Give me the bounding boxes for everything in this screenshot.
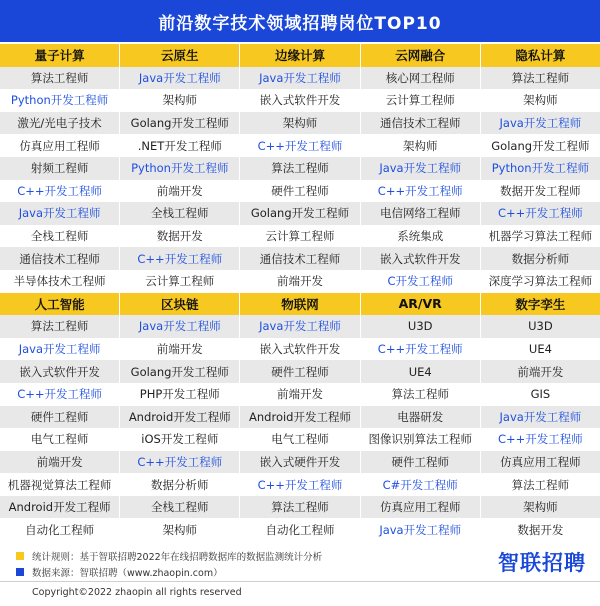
job-cell: Android开发工程师 <box>240 406 360 429</box>
job-cell: 算法工程师 <box>0 315 120 338</box>
job-cell: 机器视觉算法工程师 <box>0 473 120 496</box>
job-cell: 云计算工程师 <box>240 225 360 248</box>
job-cell: C++开发工程师 <box>120 451 240 474</box>
job-cell: U3D <box>528 319 553 334</box>
job-cell: C++开发工程师 <box>120 247 240 270</box>
job-cell: Python开发工程师 <box>0 89 120 112</box>
table-row <box>0 225 600 248</box>
job-cell: 系统集成 <box>361 225 481 248</box>
job-cell: Golang开发工程师 <box>120 360 240 383</box>
job-cell: 硬件工程师 <box>361 451 481 474</box>
job-cell: 电器研发 <box>361 406 481 429</box>
job-cell: 算法工程师 <box>0 67 120 90</box>
job-cell: Java开发工程师 <box>361 518 481 541</box>
job-cell: Java开发工程师 <box>361 157 481 180</box>
job-cell: 算法工程师 <box>240 496 360 519</box>
job-cell: 电信网络工程师 <box>361 202 481 225</box>
job-cell: 半导体技术工程师 <box>0 270 120 293</box>
job-cell: 嵌入式软件开发 <box>361 247 481 270</box>
job-cell: 数据分析师 <box>120 473 240 496</box>
job-cell: 电气工程师 <box>0 428 120 451</box>
job-cell: Java开发工程师 <box>0 202 120 225</box>
job-cell: 激光/光电子技术 <box>0 112 120 135</box>
table-row <box>0 338 600 361</box>
job-cell: 数据开发 <box>517 522 564 537</box>
job-cell: 机器学习算法工程师 <box>488 229 593 244</box>
job-cell: 算法工程师 <box>511 477 570 492</box>
category-header: 量子计算 <box>0 44 120 67</box>
job-cell: C#开发工程师 <box>361 473 481 496</box>
job-cell: 数据分析师 <box>511 251 570 266</box>
table-row <box>0 202 600 225</box>
job-cell: 架构师 <box>361 134 481 157</box>
job-cell: GIS <box>530 387 551 402</box>
job-cell: 前端开发 <box>240 383 360 406</box>
footer-divider <box>0 581 600 582</box>
stat-rule-text: 统计规则：基于智联招聘2022年在线招聘数据库的数据监测统计分析 <box>32 552 323 563</box>
table-row <box>0 89 600 112</box>
job-cell: C++开发工程师 <box>0 383 120 406</box>
table-row <box>0 518 600 541</box>
category-header: 区块链 <box>120 293 240 316</box>
job-cell: 通信技术工程师 <box>240 247 360 270</box>
header-row <box>0 44 600 67</box>
job-cell: Java开发工程师 <box>120 67 240 90</box>
table-row <box>0 112 600 135</box>
table-row <box>0 473 600 496</box>
table-row <box>0 496 600 519</box>
job-cell: 嵌入式软件开发 <box>240 338 360 361</box>
job-cell: Golang开发工程师 <box>240 202 360 225</box>
job-cell: 嵌入式软件开发 <box>240 89 360 112</box>
job-cell: Golang开发工程师 <box>120 112 240 135</box>
job-cell: Java开发工程师 <box>0 338 120 361</box>
table-row <box>0 360 600 383</box>
category-header: 隐私计算 <box>515 48 566 64</box>
table-row <box>0 67 600 90</box>
job-cell: Android开发工程师 <box>0 496 120 519</box>
job-cell: 全栈工程师 <box>120 496 240 519</box>
job-cell: 云计算工程师 <box>120 270 240 293</box>
table-row <box>0 406 600 429</box>
job-cell: 电气工程师 <box>240 428 360 451</box>
job-cell: 硬件工程师 <box>240 180 360 203</box>
category-header: 云原生 <box>120 44 240 67</box>
data-source-note <box>16 565 223 579</box>
job-cell: 前端开发 <box>0 451 120 474</box>
job-cell: UE4 <box>361 360 481 383</box>
header-row <box>0 293 600 316</box>
job-cell: 算法工程师 <box>361 383 481 406</box>
job-cell: Golang开发工程师 <box>491 138 590 153</box>
job-cell: 架构师 <box>523 93 558 108</box>
table-row <box>0 315 600 338</box>
table-row <box>0 134 600 157</box>
job-cell: 算法工程师 <box>240 157 360 180</box>
job-cell: 云计算工程师 <box>361 89 481 112</box>
job-cell: Java开发工程师 <box>499 116 582 131</box>
job-cell: C++开发工程师 <box>0 180 120 203</box>
zhaopin-logo: 智联招聘 <box>498 551 586 575</box>
job-cell: Java开发工程师 <box>499 409 582 424</box>
job-cell: 自动化工程师 <box>240 518 360 541</box>
job-cell: 硬件工程师 <box>240 360 360 383</box>
job-cell: 图像识别算法工程师 <box>361 428 481 451</box>
job-cell: Java开发工程师 <box>240 67 360 90</box>
table-row <box>0 180 600 203</box>
job-cell: C开发工程师 <box>361 270 481 293</box>
job-cell: 自动化工程师 <box>0 518 120 541</box>
job-cell: 算法工程师 <box>511 70 570 85</box>
job-cell: Java开发工程师 <box>120 315 240 338</box>
yellow-square-icon <box>16 552 24 560</box>
job-cell: UE4 <box>528 342 552 357</box>
job-cell: 数据开发工程师 <box>500 183 581 198</box>
table-row <box>0 247 600 270</box>
category-header: 边缘计算 <box>240 44 360 67</box>
page-title: 前沿数字技术领域招聘岗位TOP10 <box>0 0 600 42</box>
job-cell: 硬件工程师 <box>0 406 120 429</box>
table-row <box>0 270 600 293</box>
job-cell: Android开发工程师 <box>120 406 240 429</box>
job-cell: 通信技术工程师 <box>0 247 120 270</box>
job-cell: 仿真应用工程师 <box>0 134 120 157</box>
job-cell: 前端开发 <box>120 338 240 361</box>
job-table <box>0 44 600 541</box>
job-cell: 前端开发 <box>240 270 360 293</box>
copyright-text: Copyright©2022 zhaopin all rights reserved <box>32 587 242 598</box>
job-cell: 通信技术工程师 <box>361 112 481 135</box>
job-cell: 全栈工程师 <box>0 225 120 248</box>
footer <box>0 545 600 606</box>
job-cell: C++开发工程师 <box>361 338 481 361</box>
job-cell: 前端开发 <box>517 364 564 379</box>
job-cell: Python开发工程师 <box>120 157 240 180</box>
blue-square-icon <box>16 568 24 576</box>
job-cell: C++开发工程师 <box>361 180 481 203</box>
category-header: 数字孪生 <box>515 296 566 312</box>
job-cell: 仿真应用工程师 <box>361 496 481 519</box>
job-cell: 仿真应用工程师 <box>500 454 581 469</box>
job-cell: U3D <box>361 315 481 338</box>
category-header: 物联网 <box>240 293 360 316</box>
job-cell: 嵌入式硬件开发 <box>240 451 360 474</box>
job-cell: C++开发工程师 <box>498 206 583 221</box>
table-row <box>0 157 600 180</box>
job-cell: Java开发工程师 <box>240 315 360 338</box>
job-cell: 全栈工程师 <box>120 202 240 225</box>
table-row <box>0 428 600 451</box>
job-cell: PHP开发工程师 <box>120 383 240 406</box>
job-cell: 数据开发 <box>120 225 240 248</box>
table-row <box>0 383 600 406</box>
job-cell: 架构师 <box>523 500 558 515</box>
job-cell: .NET开发工程师 <box>120 134 240 157</box>
table-row <box>0 451 600 474</box>
job-cell: 架构师 <box>120 518 240 541</box>
category-header: AR/VR <box>361 293 481 316</box>
job-cell: C++开发工程师 <box>240 134 360 157</box>
stat-rule-note <box>16 549 322 563</box>
job-cell: 架构师 <box>240 112 360 135</box>
job-cell: Python开发工程师 <box>491 161 590 176</box>
job-cell: 射频工程师 <box>0 157 120 180</box>
data-source-text: 数据来源：智联招聘（www.zhaopin.com） <box>32 568 223 579</box>
job-cell: 核心网工程师 <box>361 67 481 90</box>
job-cell: 架构师 <box>120 89 240 112</box>
job-cell: iOS开发工程师 <box>120 428 240 451</box>
job-cell: C++开发工程师 <box>498 432 583 447</box>
job-cell: 前端开发 <box>120 180 240 203</box>
category-header: 人工智能 <box>0 293 120 316</box>
job-cell: 嵌入式软件开发 <box>0 360 120 383</box>
job-cell: 深度学习算法工程师 <box>488 274 593 289</box>
job-cell: C++开发工程师 <box>240 473 360 496</box>
category-header: 云网融合 <box>361 44 481 67</box>
